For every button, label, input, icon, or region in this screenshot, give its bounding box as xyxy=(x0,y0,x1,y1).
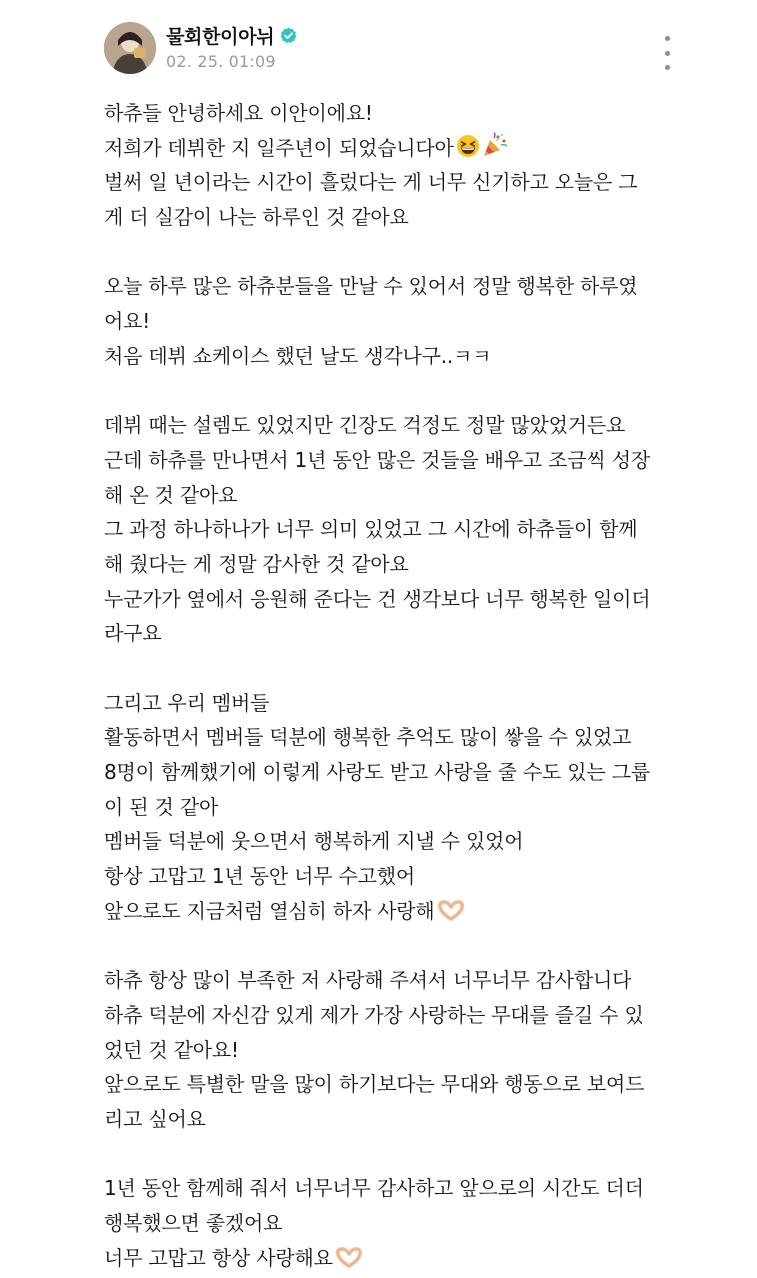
post-text-line xyxy=(104,165,704,200)
avatar[interactable] xyxy=(104,22,156,74)
post-line-text: 었던 것 같아요! xyxy=(104,1037,239,1062)
more-vertical-icon-dot xyxy=(665,51,670,56)
post-blank-line xyxy=(104,374,704,409)
post-line-text: 해 온 것 같아요 xyxy=(104,482,238,507)
author-row xyxy=(166,22,297,48)
post-text-line xyxy=(104,443,704,478)
post-text-line xyxy=(104,1241,704,1276)
post-line-text: 처음 데뷔 쇼케이스 했던 날도 생각나구..ㅋㅋ xyxy=(104,343,492,368)
post-line-text: 하츄 덕분에 자신감 있게 제가 가장 사랑하는 무대를 즐길 수 있 xyxy=(104,1002,644,1027)
verified-badge-icon xyxy=(280,27,297,44)
post-text-line xyxy=(104,616,704,651)
post-text-line xyxy=(104,1102,704,1137)
post-line-text: 앞으로도 지금처럼 열심히 하자 사랑해 xyxy=(104,898,435,923)
post-text-line xyxy=(104,790,704,825)
post-text-line xyxy=(104,304,704,339)
post-line-text: 게 더 실감이 나는 하루인 것 같아요 xyxy=(104,205,409,230)
post-blank-line xyxy=(104,1137,704,1172)
post-line-text: 어요! xyxy=(104,309,151,334)
more-options-button[interactable] xyxy=(655,36,679,70)
post-header xyxy=(0,0,757,92)
heart-hands-icon xyxy=(335,1244,363,1278)
post-text-line xyxy=(104,1171,704,1206)
post-body xyxy=(104,96,704,1275)
post-text-line xyxy=(104,998,704,1033)
more-vertical-icon xyxy=(665,36,670,41)
post-line-text: 그 과정 하나하나가 너무 의미 있었고 그 시간에 하츄들이 함께 xyxy=(104,517,638,542)
post-text-line xyxy=(104,824,704,859)
post-text-line xyxy=(104,478,704,513)
post-line-text: 오늘 하루 많은 하츄분들을 만날 수 있어서 정말 행복한 하루였 xyxy=(104,274,638,299)
heart-hands-icon xyxy=(437,897,465,932)
post-line-text: 그리고 우리 멤버들 xyxy=(104,690,270,715)
post-text-line xyxy=(104,686,704,721)
post-line-text: 활동하면서 멤버들 덕분에 행복한 추억도 많이 쌓을 수 있었고 xyxy=(104,725,632,750)
post-text-line xyxy=(104,512,704,547)
post-line-text: 너무 고맙고 항상 사랑해요 xyxy=(104,1245,333,1270)
author-name[interactable]: 물회한이아뉘 xyxy=(166,25,275,48)
post-text-line xyxy=(104,269,704,304)
post-text-line xyxy=(104,1206,704,1241)
post-line-text: 해 줬다는 게 정말 감사한 것 같아요 xyxy=(104,551,409,576)
more-vertical-icon-dot xyxy=(665,65,670,70)
post-line-text: 항상 고맙고 1년 동안 너무 수고했어 xyxy=(104,864,415,889)
post-line-text: 8명이 함께했기에 이렇게 사랑도 받고 사랑을 줄 수도 있는 그룹 xyxy=(104,760,650,785)
post-line-text: 저희가 데뷔한 지 일주년이 되었습니다아 xyxy=(104,135,454,160)
post-text-line xyxy=(104,200,704,235)
post-text-line xyxy=(104,963,704,998)
post-text-line xyxy=(104,1033,704,1068)
post-text-line xyxy=(104,720,704,755)
party-popper-icon xyxy=(482,132,508,169)
grinning-squinting-face-icon xyxy=(456,134,480,169)
post-line-text: 이 된 것 같아 xyxy=(104,794,219,819)
post-text-line xyxy=(104,894,704,929)
post-line-text: 하츄들 안녕하세요 이안이에요! xyxy=(104,101,373,125)
post-text-line xyxy=(104,859,704,894)
post-text-line xyxy=(104,755,704,790)
post-line-text: 리고 싶어요 xyxy=(104,1106,206,1131)
post-line-text: 벌써 일 년이라는 시간이 흘렀다는 게 너무 신기하고 오늘은 그 xyxy=(104,170,638,195)
post-line-text: 하츄 항상 많이 부족한 저 사랑해 주셔서 너무너무 감사합니다 xyxy=(104,968,632,993)
post-timestamp: 02. 25. 01:09 xyxy=(166,52,276,71)
post-line-text: 근데 하츄를 만나면서 1년 동안 많은 것들을 배우고 조금씩 성장 xyxy=(104,447,650,472)
post-text-line xyxy=(104,408,704,443)
post-text-line xyxy=(104,96,704,131)
post-text-line xyxy=(104,339,704,374)
post-line-text: 앞으로도 특별한 말을 많이 하기보다는 무대와 행동으로 보여드 xyxy=(104,1072,645,1097)
post-blank-line xyxy=(104,651,704,686)
post-line-text: 데뷔 때는 설렘도 있었지만 긴장도 걱정도 정말 많았었거든요 xyxy=(104,413,626,438)
post-line-text: 멤버들 덕분에 웃으면서 행복하게 지낼 수 있었어 xyxy=(104,829,524,854)
post-line-text: 누군가가 옆에서 응원해 준다는 건 생각보다 너무 행복한 일이더 xyxy=(104,586,651,611)
post-text-line xyxy=(104,131,704,166)
post-line-text: 1년 동안 함께해 줘서 너무너무 감사하고 앞으로의 시간도 더더 xyxy=(104,1176,644,1201)
post-blank-line xyxy=(104,929,704,964)
post-text-line xyxy=(104,582,704,617)
post-text-line xyxy=(104,547,704,582)
post-line-text: 행복했으면 좋겠어요 xyxy=(104,1211,283,1235)
post-blank-line xyxy=(104,235,704,270)
post-text-line xyxy=(104,1067,704,1102)
post-line-text: 라구요 xyxy=(104,621,162,646)
